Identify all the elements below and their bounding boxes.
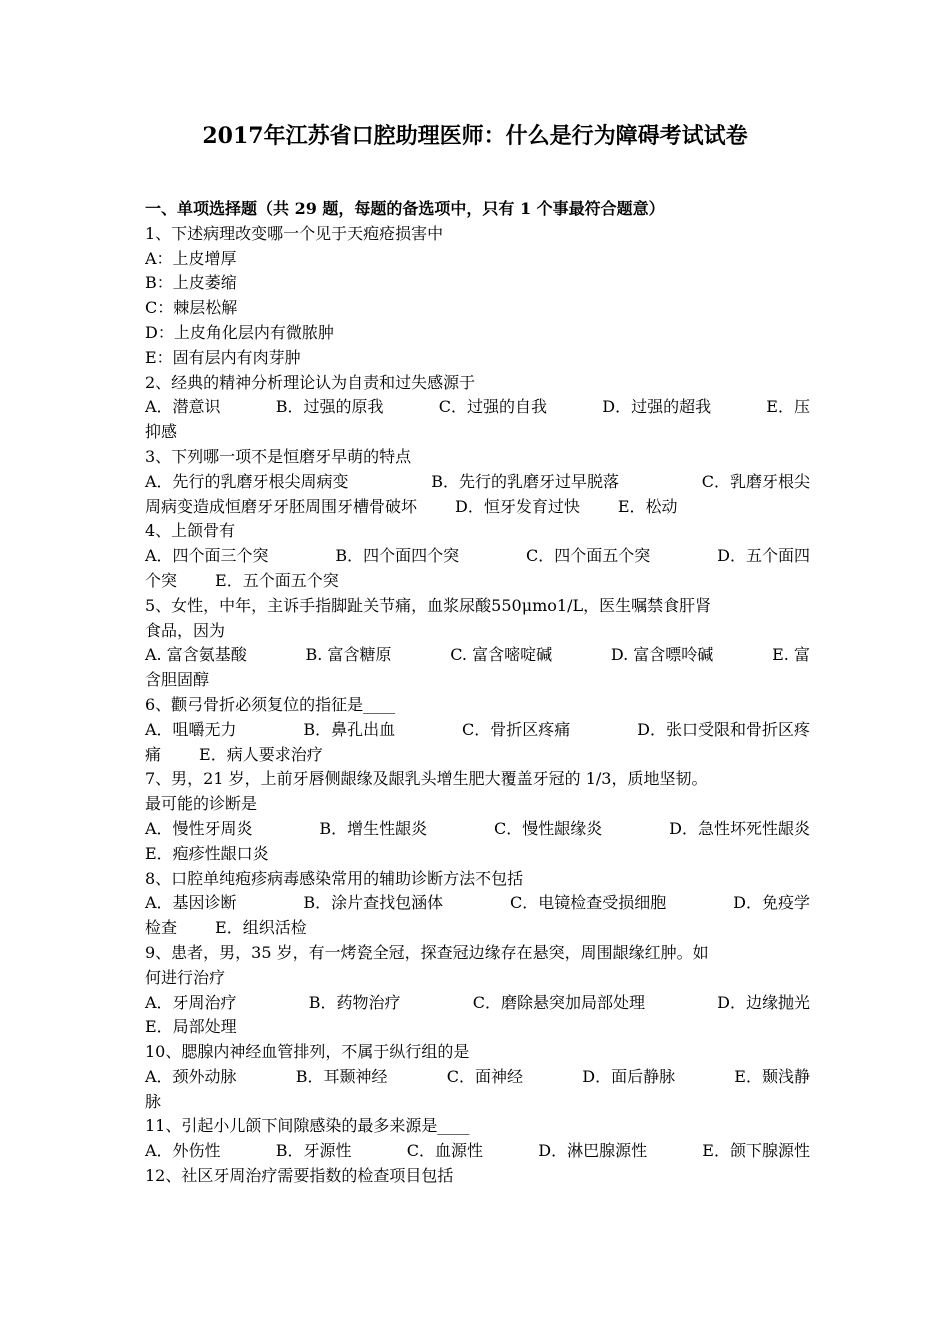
question-8-options-wrap xyxy=(145,916,810,941)
question-12-stem: 12、社区牙周治疗需要指数的检查项目包括 xyxy=(145,1166,454,1186)
question-8-option-e: E．组织活检 xyxy=(215,918,307,938)
question-1-stem: 1、下述病理改变哪一个见于天疱疮损害中 xyxy=(145,223,444,243)
page-title: 2017年江苏省口腔助理医师：什么是行为障碍考试试卷 xyxy=(202,123,748,149)
question-10-option-e: E．颞浅静 xyxy=(734,1066,810,1086)
question-10-option-d: D．面后静脉 xyxy=(582,1066,676,1086)
question-4-option-c: C．四个面五个突 xyxy=(526,546,651,566)
question-7-option-d: D．急性坏死性龈炎 xyxy=(669,818,810,838)
question-6-options-wrap xyxy=(145,743,810,768)
question-7-option-b: B．增生性龈炎 xyxy=(319,818,428,838)
section-heading: 一、单项选择题（共 29 题，每题的备选项中，只有 1 个事最符合题意） xyxy=(145,199,665,218)
question-6-option-e: E．病人要求治疗 xyxy=(199,744,323,764)
question-1-option-e: E：固有层内有肉芽肿 xyxy=(145,347,301,367)
question-2-option-e: E．压 xyxy=(766,397,810,417)
question-9-option-c: C．磨除悬突加局部处理 xyxy=(472,992,645,1012)
question-1-option-b: B：上皮萎缩 xyxy=(145,273,237,293)
question-8-option-a: A．基因诊断 xyxy=(145,893,237,913)
question-11-options xyxy=(145,1139,810,1164)
question-11-option-a: A．外伤性 xyxy=(145,1141,221,1161)
question-5-option-d: D. 富含嘌呤碱 xyxy=(610,645,714,665)
question-2-option-a: A．潜意识 xyxy=(145,397,221,417)
question-10-stem: 10、腮腺内神经血管排列，不属于纵行组的是 xyxy=(145,1042,470,1062)
question-7-stem: 7、男，21 岁，上前牙唇侧龈缘及龈乳头增生肥大覆盖牙冠的 1/3，质地坚韧。 xyxy=(145,769,708,789)
question-7-stem-wrap: 最可能的诊断是 xyxy=(145,794,258,814)
question-4-options xyxy=(145,544,810,569)
question-3-options xyxy=(145,470,810,495)
question-6-option-a: A．咀嚼无力 xyxy=(145,719,237,739)
question-4-option-a: A．四个面三个突 xyxy=(145,546,269,566)
question-7-option-a: A．慢性牙周炎 xyxy=(145,818,253,838)
question-1-option-c: C：棘层松解 xyxy=(145,298,238,318)
question-6-option-d: D．张口受限和骨折区疼 xyxy=(637,719,810,739)
question-2-option-c: C．过强的自我 xyxy=(438,397,548,417)
question-2-option-b: B．过强的原我 xyxy=(275,397,384,417)
question-11-option-c: C．血源性 xyxy=(406,1141,484,1161)
question-9-stem: 9、患者，男，35 岁，有一烤瓷全冠，探查冠边缘存在悬突，周围龈缘红肿。如 xyxy=(145,942,709,962)
question-10-options xyxy=(145,1065,810,1090)
question-3-option-b: B．先行的乳磨牙过早脱落 xyxy=(431,471,620,491)
question-11-option-b: B．牙源性 xyxy=(275,1141,352,1161)
question-2-options xyxy=(145,395,810,420)
question-2-stem: 2、经典的精神分析理论认为自责和过失感源于 xyxy=(145,372,476,392)
question-5-stem-wrap: 食品，因为 xyxy=(145,620,226,640)
question-4-option-b: B．四个面四个突 xyxy=(335,546,460,566)
question-5-option-c: C. 富含嘧啶碱 xyxy=(450,645,553,665)
question-10-option-a: A．颈外动脉 xyxy=(145,1066,237,1086)
question-3-option-c-wrap: 周病变造成恒磨牙牙胚周围牙槽骨破坏 xyxy=(145,496,418,516)
question-2-option-wrap: 抑感 xyxy=(145,422,178,442)
question-8-stem: 8、口腔单纯疱疹病毒感染常用的辅助诊断方法不包括 xyxy=(145,868,524,888)
question-11-option-e: E．颌下腺源性 xyxy=(702,1141,810,1161)
exam-content xyxy=(145,197,810,1189)
question-10-option-c: C．面神经 xyxy=(446,1066,524,1086)
question-5-option-b: B. 富含糖原 xyxy=(305,645,392,665)
question-7-option-e: E．疱疹性龈口炎 xyxy=(145,843,269,863)
question-5-options xyxy=(145,643,810,668)
question-8-option-d-wrap: 检查 xyxy=(145,918,178,938)
question-6-options xyxy=(145,718,810,743)
question-3-stem: 3、下列哪一项不是恒磨牙早萌的特点 xyxy=(145,446,412,466)
question-11-stem: 11、引起小儿颌下间隙感染的最多来源是____ xyxy=(145,1116,470,1136)
question-4-option-d-wrap: 个突 xyxy=(145,570,178,590)
question-5-option-a: A. 富含氨基酸 xyxy=(145,645,247,665)
question-4-option-d: D．五个面四 xyxy=(717,546,810,566)
question-3-option-a: A．先行的乳磨牙根尖周病变 xyxy=(145,471,349,491)
question-3-option-c: C．乳磨牙根尖 xyxy=(701,471,810,491)
question-8-option-b: B．涂片查找包涵体 xyxy=(303,893,444,913)
question-3-option-d: D．恒牙发育过快 xyxy=(455,496,580,516)
question-3-option-e: E．松动 xyxy=(617,496,678,516)
question-6-stem: 6、颧弓骨折必须复位的指征是____ xyxy=(145,694,396,714)
question-4-stem: 4、上颌骨有 xyxy=(145,521,236,541)
question-8-options xyxy=(145,891,810,916)
question-7-option-c: C．慢性龈缘炎 xyxy=(494,818,603,838)
question-2-option-d: D．过强的超我 xyxy=(602,397,712,417)
question-7-options xyxy=(145,817,810,842)
question-4-options-wrap xyxy=(145,569,810,594)
question-9-option-d: D．边缘抛光 xyxy=(717,992,810,1012)
question-5-stem: 5、女性，中年，主诉手指脚趾关节痛，血浆尿酸550μmo1/L，医生嘱禁食肝肾 xyxy=(145,595,712,615)
question-1-option-d: D：上皮角化层内有微脓肿 xyxy=(145,322,334,342)
question-8-option-c: C．电镜检查受损细胞 xyxy=(510,893,667,913)
question-9-option-b: B．药物治疗 xyxy=(308,992,401,1012)
question-1-option-a: A：上皮增厚 xyxy=(145,248,237,268)
question-5-option-e: E. 富 xyxy=(772,645,810,665)
question-8-option-d: D．免疫学 xyxy=(733,893,810,913)
question-3-options-wrap xyxy=(145,495,810,520)
question-6-option-b: B．鼻孔出血 xyxy=(303,719,396,739)
question-11-option-d: D．淋巴腺源性 xyxy=(538,1141,648,1161)
question-10-option-wrap: 脉 xyxy=(145,1091,162,1111)
question-6-option-c: C．骨折区疼痛 xyxy=(462,719,571,739)
question-5-option-wrap: 含胆固醇 xyxy=(145,670,210,690)
question-10-option-b: B．耳颞神经 xyxy=(295,1066,388,1086)
question-9-stem-wrap: 何进行治疗 xyxy=(145,967,226,987)
question-9-option-a: A．牙周治疗 xyxy=(145,992,237,1012)
question-4-option-e: E．五个面五个突 xyxy=(215,570,339,590)
question-9-option-e: E．局部处理 xyxy=(145,1017,237,1037)
question-9-options xyxy=(145,991,810,1016)
question-6-option-d-wrap: 痛 xyxy=(145,744,162,764)
